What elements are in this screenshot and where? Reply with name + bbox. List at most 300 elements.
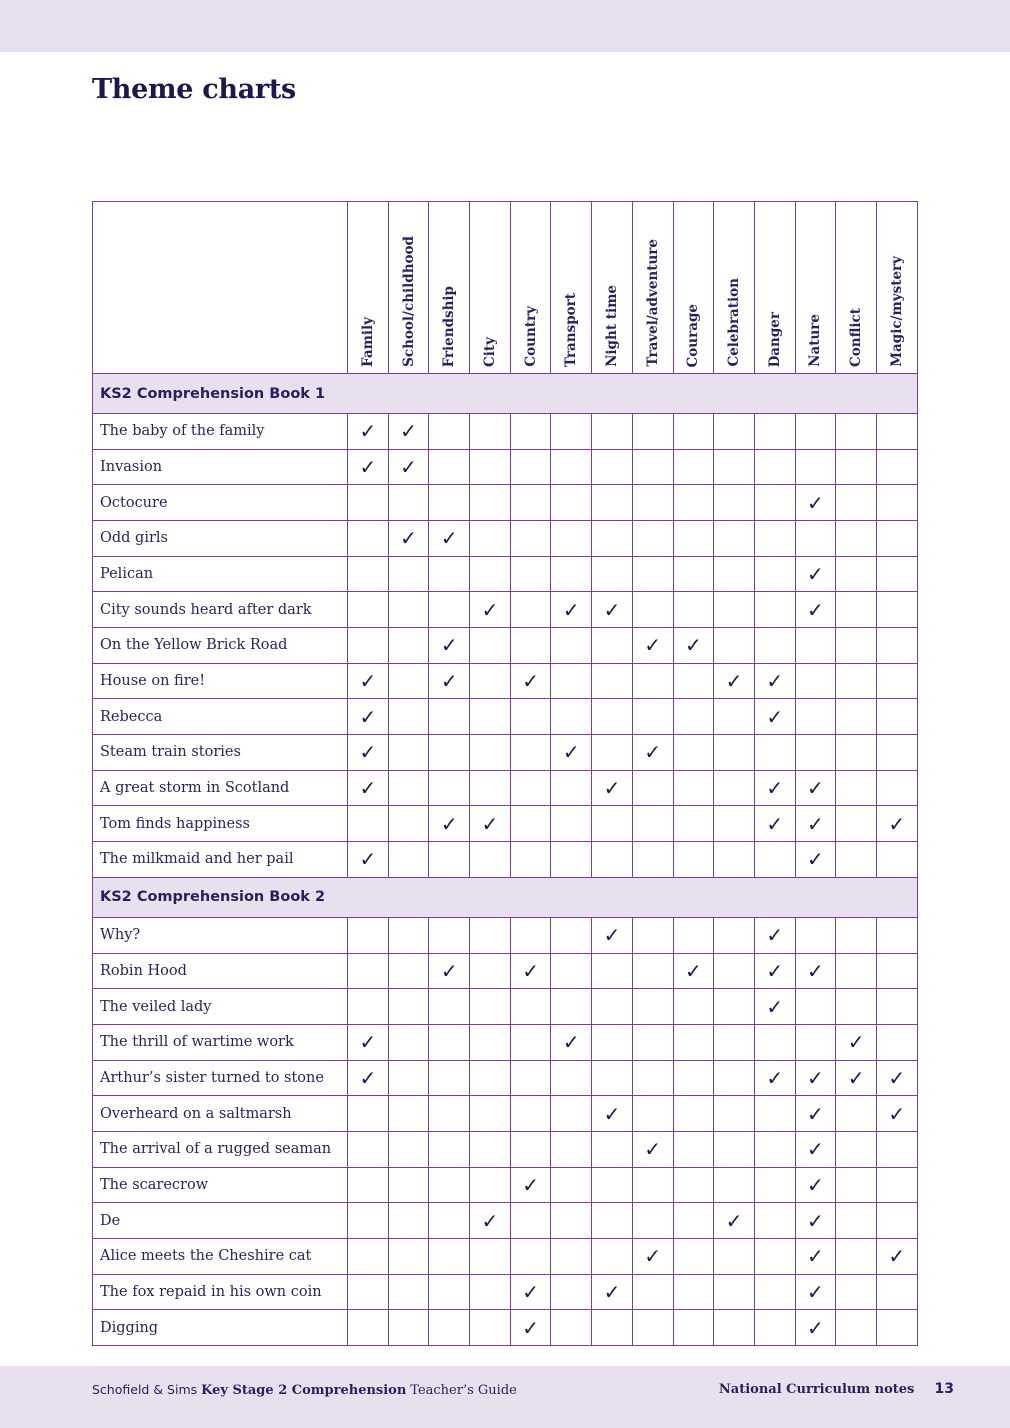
cell-city [470, 663, 511, 699]
cell-courage [673, 953, 714, 989]
cell-nature [795, 770, 836, 806]
cell-friendship [429, 1310, 470, 1346]
cell-conflict [836, 1274, 877, 1310]
cell-magic-mystery [876, 414, 917, 450]
cell-travel-adventure [632, 592, 673, 628]
cell-school-childhood [388, 628, 429, 664]
section-header-row [93, 877, 918, 917]
check-icon: ✓ [440, 633, 458, 658]
cell-courage [673, 485, 714, 521]
cell-magic-mystery [876, 1060, 917, 1096]
cell-travel-adventure [632, 735, 673, 771]
cell-friendship [429, 806, 470, 842]
check-icon: ✓ [644, 1244, 662, 1269]
cell-conflict [836, 989, 877, 1025]
cell-courage [673, 917, 714, 953]
cell-danger [754, 556, 795, 592]
cell-night-time [592, 485, 633, 521]
cell-family [348, 735, 389, 771]
table-row [93, 663, 918, 699]
cell-conflict [836, 1024, 877, 1060]
cell-celebration [714, 806, 755, 842]
cell-night-time [592, 699, 633, 735]
cell-family [348, 917, 389, 953]
cell-travel-adventure [632, 449, 673, 485]
cell-transport [551, 770, 592, 806]
column-header-family [348, 202, 389, 374]
cell-school-childhood [388, 1238, 429, 1274]
cell-school-childhood [388, 806, 429, 842]
check-icon: ✓ [603, 597, 621, 622]
check-icon: ✓ [725, 1208, 743, 1233]
cell-family [348, 1096, 389, 1132]
check-icon: ✓ [766, 811, 784, 836]
table-row [93, 1203, 918, 1239]
column-header-label: School/childhood [400, 236, 417, 367]
cell-family [348, 592, 389, 628]
check-icon: ✓ [888, 1065, 906, 1090]
cell-celebration [714, 449, 755, 485]
story-title: Steam train stories [93, 735, 348, 771]
cell-celebration [714, 699, 755, 735]
cell-transport [551, 989, 592, 1025]
cell-courage [673, 842, 714, 878]
check-icon: ✓ [807, 1065, 824, 1090]
cell-family [348, 1238, 389, 1274]
cell-travel-adventure [632, 1024, 673, 1060]
check-icon: ✓ [847, 1030, 865, 1055]
cell-night-time [592, 1060, 633, 1096]
story-title: Alice meets the Cheshire cat [93, 1238, 348, 1274]
check-icon: ✓ [522, 1315, 539, 1340]
cell-city [470, 485, 511, 521]
cell-travel-adventure [632, 1203, 673, 1239]
story-title: Tom finds happiness [93, 806, 348, 842]
footer-publication [92, 1382, 517, 1398]
cell-night-time [592, 556, 633, 592]
table-row [93, 1238, 918, 1274]
column-header-label: City [481, 337, 498, 367]
cell-magic-mystery [876, 735, 917, 771]
check-icon: ✓ [440, 958, 458, 983]
story-title: City sounds heard after dark [93, 592, 348, 628]
section-title: KS2 Comprehension Book 1 [93, 374, 918, 414]
cell-courage [673, 1096, 714, 1132]
check-icon: ✓ [359, 1065, 377, 1090]
section-header-row [93, 374, 918, 414]
cell-country [510, 485, 551, 521]
cell-school-childhood [388, 953, 429, 989]
cell-school-childhood [388, 449, 429, 485]
column-header-label: Friendship [441, 285, 458, 367]
column-header-label: Celebration [726, 278, 743, 367]
story-title: The arrival of a rugged seaman [93, 1131, 348, 1167]
cell-nature [795, 449, 836, 485]
cell-transport [551, 1167, 592, 1203]
cell-city [470, 1238, 511, 1274]
cell-city [470, 806, 511, 842]
cell-friendship [429, 1024, 470, 1060]
theme-chart-body [93, 374, 918, 1346]
cell-celebration [714, 842, 755, 878]
cell-friendship [429, 917, 470, 953]
cell-city [470, 1310, 511, 1346]
cell-courage [673, 1060, 714, 1096]
cell-courage [673, 1274, 714, 1310]
cell-travel-adventure [632, 917, 673, 953]
table-row [93, 770, 918, 806]
cell-conflict [836, 953, 877, 989]
story-title: The scarecrow [93, 1167, 348, 1203]
cell-night-time [592, 592, 633, 628]
cell-magic-mystery [876, 1096, 917, 1132]
cell-transport [551, 556, 592, 592]
cell-nature [795, 663, 836, 699]
check-icon: ✓ [359, 669, 377, 694]
cell-celebration [714, 953, 755, 989]
story-title: The veiled lady [93, 989, 348, 1025]
cell-conflict [836, 1096, 877, 1132]
cell-nature [795, 735, 836, 771]
cell-city [470, 1060, 511, 1096]
cell-transport [551, 842, 592, 878]
cell-transport [551, 699, 592, 735]
check-icon: ✓ [359, 740, 377, 765]
cell-magic-mystery [876, 770, 917, 806]
cell-school-childhood [388, 1167, 429, 1203]
cell-night-time [592, 989, 633, 1025]
cell-magic-mystery [876, 989, 917, 1025]
cell-nature [795, 521, 836, 557]
cell-transport [551, 414, 592, 450]
column-header-label: Family [359, 317, 376, 367]
cell-courage [673, 699, 714, 735]
cell-friendship [429, 556, 470, 592]
check-icon: ✓ [400, 419, 417, 444]
story-title: A great storm in Scotland [93, 770, 348, 806]
table-row [93, 1060, 918, 1096]
check-icon: ✓ [807, 1244, 824, 1269]
cell-country [510, 414, 551, 450]
cell-city [470, 592, 511, 628]
cell-night-time [592, 806, 633, 842]
cell-courage [673, 592, 714, 628]
check-icon: ✓ [766, 776, 784, 801]
cell-nature [795, 1131, 836, 1167]
check-icon: ✓ [766, 958, 784, 983]
check-icon: ✓ [603, 1279, 621, 1304]
cell-nature [795, 1024, 836, 1060]
cell-courage [673, 989, 714, 1025]
cell-night-time [592, 521, 633, 557]
column-header-magic-mystery [876, 202, 917, 374]
cell-courage [673, 556, 714, 592]
cell-night-time [592, 449, 633, 485]
cell-nature [795, 953, 836, 989]
cell-city [470, 1024, 511, 1060]
cell-nature [795, 628, 836, 664]
cell-family [348, 1024, 389, 1060]
story-title: House on fire! [93, 663, 348, 699]
cell-celebration [714, 628, 755, 664]
cell-transport [551, 628, 592, 664]
cell-family [348, 1203, 389, 1239]
story-title: Digging [93, 1310, 348, 1346]
check-icon: ✓ [888, 811, 906, 836]
cell-country [510, 770, 551, 806]
table-row [93, 1274, 918, 1310]
cell-city [470, 989, 511, 1025]
cell-travel-adventure [632, 1167, 673, 1203]
cell-family [348, 1060, 389, 1096]
cell-celebration [714, 735, 755, 771]
cell-family [348, 1310, 389, 1346]
story-title: On the Yellow Brick Road [93, 628, 348, 664]
cell-danger [754, 953, 795, 989]
cell-conflict [836, 628, 877, 664]
cell-night-time [592, 917, 633, 953]
cell-friendship [429, 953, 470, 989]
cell-family [348, 806, 389, 842]
cell-magic-mystery [876, 449, 917, 485]
cell-family [348, 628, 389, 664]
cell-travel-adventure [632, 663, 673, 699]
cell-city [470, 628, 511, 664]
cell-conflict [836, 449, 877, 485]
story-title: The baby of the family [93, 414, 348, 450]
cell-country [510, 806, 551, 842]
cell-courage [673, 770, 714, 806]
table-row [93, 806, 918, 842]
cell-conflict [836, 521, 877, 557]
cell-transport [551, 592, 592, 628]
cell-nature [795, 842, 836, 878]
cell-danger [754, 485, 795, 521]
footer-book-suffix: Teacher’s Guide [410, 1383, 517, 1398]
cell-danger [754, 414, 795, 450]
cell-conflict [836, 1060, 877, 1096]
check-icon: ✓ [807, 597, 824, 622]
cell-nature [795, 989, 836, 1025]
check-icon: ✓ [481, 597, 499, 622]
cell-night-time [592, 628, 633, 664]
cell-transport [551, 917, 592, 953]
cell-magic-mystery [876, 1274, 917, 1310]
cell-travel-adventure [632, 1274, 673, 1310]
cell-danger [754, 1274, 795, 1310]
cell-magic-mystery [876, 628, 917, 664]
check-icon: ✓ [644, 1137, 662, 1162]
cell-celebration [714, 1274, 755, 1310]
cell-school-childhood [388, 1060, 429, 1096]
cell-courage [673, 1167, 714, 1203]
cell-travel-adventure [632, 699, 673, 735]
cell-family [348, 989, 389, 1025]
cell-city [470, 842, 511, 878]
check-icon: ✓ [888, 1101, 906, 1126]
cell-country [510, 1238, 551, 1274]
cell-courage [673, 449, 714, 485]
cell-country [510, 449, 551, 485]
cell-danger [754, 770, 795, 806]
cell-danger [754, 1024, 795, 1060]
cell-danger [754, 989, 795, 1025]
cell-nature [795, 699, 836, 735]
cell-friendship [429, 699, 470, 735]
cell-night-time [592, 735, 633, 771]
cell-nature [795, 1310, 836, 1346]
check-icon: ✓ [807, 958, 824, 983]
cell-night-time [592, 1167, 633, 1203]
cell-family [348, 521, 389, 557]
cell-country [510, 1131, 551, 1167]
cell-night-time [592, 1238, 633, 1274]
cell-celebration [714, 1203, 755, 1239]
cell-city [470, 556, 511, 592]
cell-courage [673, 1310, 714, 1346]
cell-school-childhood [388, 414, 429, 450]
cell-family [348, 699, 389, 735]
cell-danger [754, 806, 795, 842]
cell-magic-mystery [876, 842, 917, 878]
footer-publisher: Schofield & Sims [92, 1382, 198, 1397]
cell-friendship [429, 770, 470, 806]
cell-celebration [714, 1238, 755, 1274]
cell-conflict [836, 663, 877, 699]
footer-book-title: Key Stage 2 Comprehension [201, 1383, 407, 1398]
cell-travel-adventure [632, 1096, 673, 1132]
table-row [93, 917, 918, 953]
cell-travel-adventure [632, 1060, 673, 1096]
story-title: Rebecca [93, 699, 348, 735]
cell-city [470, 1096, 511, 1132]
check-icon: ✓ [481, 1208, 499, 1233]
cell-country [510, 1024, 551, 1060]
cell-magic-mystery [876, 485, 917, 521]
cell-transport [551, 1024, 592, 1060]
column-header-night-time [592, 202, 633, 374]
cell-celebration [714, 989, 755, 1025]
cell-danger [754, 1167, 795, 1203]
check-icon: ✓ [684, 633, 702, 658]
cell-danger [754, 1310, 795, 1346]
column-header-label: Travel/adventure [644, 239, 661, 367]
cell-friendship [429, 485, 470, 521]
cell-family [348, 1131, 389, 1167]
column-header-celebration [714, 202, 755, 374]
column-header-row [93, 202, 918, 374]
table-row [93, 1024, 918, 1060]
check-icon: ✓ [359, 455, 377, 480]
cell-travel-adventure [632, 521, 673, 557]
table-row [93, 735, 918, 771]
cell-danger [754, 1238, 795, 1274]
check-icon: ✓ [400, 526, 417, 551]
table-row [93, 485, 918, 521]
column-header-courage [673, 202, 714, 374]
cell-magic-mystery [876, 1167, 917, 1203]
cell-celebration [714, 592, 755, 628]
story-title: Arthur’s sister turned to stone [93, 1060, 348, 1096]
cell-travel-adventure [632, 485, 673, 521]
check-icon: ✓ [847, 1065, 865, 1090]
cell-conflict [836, 556, 877, 592]
cell-friendship [429, 521, 470, 557]
cell-conflict [836, 1310, 877, 1346]
cell-friendship [429, 735, 470, 771]
cell-country [510, 1060, 551, 1096]
cell-travel-adventure [632, 414, 673, 450]
cell-school-childhood [388, 1310, 429, 1346]
cell-nature [795, 1274, 836, 1310]
cell-city [470, 1274, 511, 1310]
cell-city [470, 699, 511, 735]
cell-magic-mystery [876, 1310, 917, 1346]
cell-celebration [714, 1096, 755, 1132]
cell-danger [754, 917, 795, 953]
table-row [93, 989, 918, 1025]
cell-magic-mystery [876, 521, 917, 557]
table-row [93, 414, 918, 450]
check-icon: ✓ [888, 1244, 906, 1269]
check-icon: ✓ [807, 1315, 824, 1340]
cell-night-time [592, 1274, 633, 1310]
cell-nature [795, 1203, 836, 1239]
check-icon: ✓ [725, 669, 743, 694]
check-icon: ✓ [807, 1279, 824, 1304]
cell-country [510, 521, 551, 557]
cell-night-time [592, 1203, 633, 1239]
cell-country [510, 1167, 551, 1203]
cell-celebration [714, 663, 755, 699]
story-title: The milkmaid and her pail [93, 842, 348, 878]
cell-country [510, 989, 551, 1025]
column-header-country [510, 202, 551, 374]
footer-section-info [719, 1381, 954, 1397]
cell-transport [551, 485, 592, 521]
column-header-label: Courage [685, 303, 702, 367]
cell-celebration [714, 1310, 755, 1346]
check-icon: ✓ [766, 923, 784, 948]
cell-night-time [592, 953, 633, 989]
cell-travel-adventure [632, 1310, 673, 1346]
check-icon: ✓ [807, 1172, 824, 1197]
check-icon: ✓ [440, 811, 458, 836]
cell-city [470, 1131, 511, 1167]
cell-city [470, 521, 511, 557]
cell-conflict [836, 917, 877, 953]
table-row [93, 556, 918, 592]
cell-danger [754, 592, 795, 628]
column-header-label: Transport [563, 292, 580, 367]
column-header-school-childhood [388, 202, 429, 374]
cell-conflict [836, 414, 877, 450]
check-icon: ✓ [766, 704, 784, 729]
story-title: The thrill of wartime work [93, 1024, 348, 1060]
cell-night-time [592, 1096, 633, 1132]
check-icon: ✓ [603, 923, 621, 948]
check-icon: ✓ [522, 958, 539, 983]
cell-travel-adventure [632, 1238, 673, 1274]
table-row [93, 1310, 918, 1346]
cell-celebration [714, 1024, 755, 1060]
page-number: 13 [934, 1381, 954, 1397]
table-row [93, 521, 918, 557]
story-title: Invasion [93, 449, 348, 485]
check-icon: ✓ [807, 562, 824, 587]
cell-danger [754, 1060, 795, 1096]
cell-nature [795, 1238, 836, 1274]
